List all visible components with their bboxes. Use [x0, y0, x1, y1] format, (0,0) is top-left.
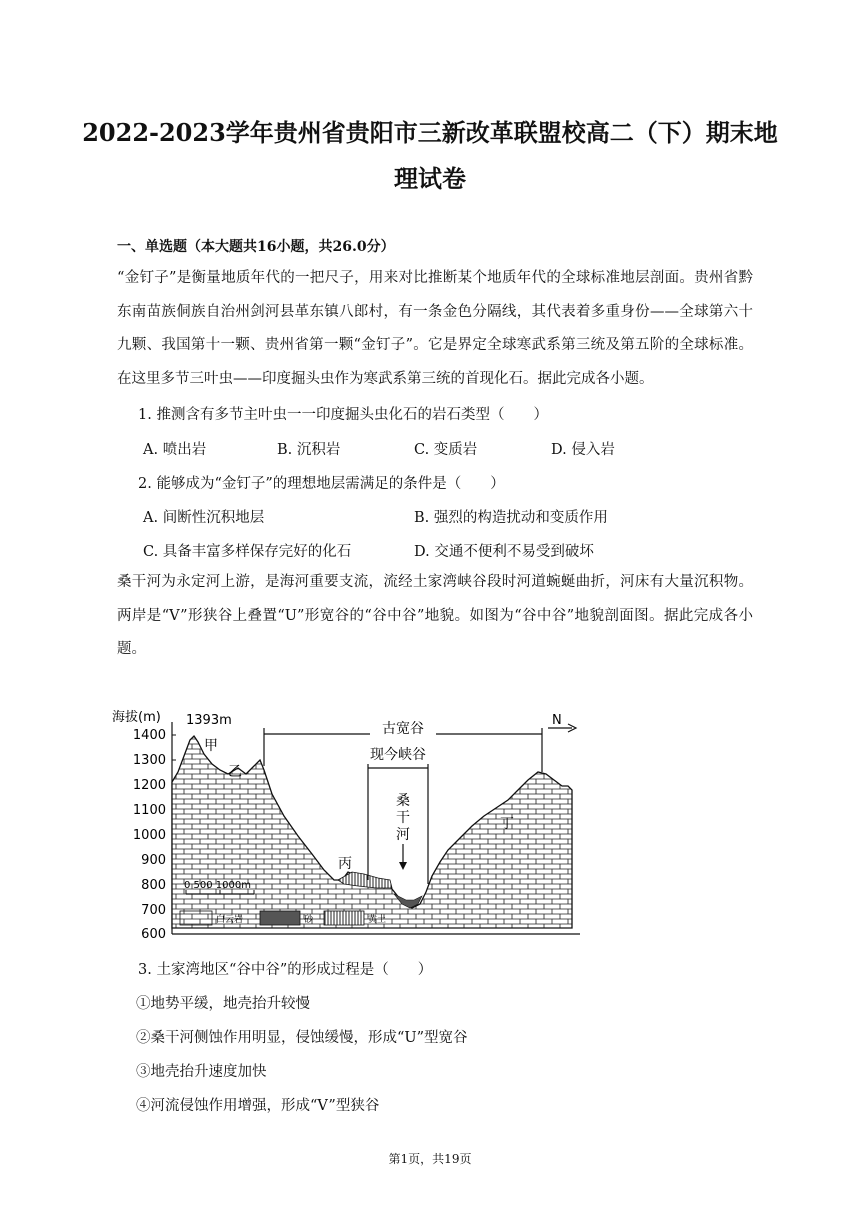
y-tick-900: 900: [141, 853, 166, 868]
q1-option-d: D. 侵入岩: [551, 442, 615, 458]
doc-title-line2: 理试卷: [394, 164, 466, 193]
legend-swatch-loess: [324, 911, 364, 925]
page-footer: 第1页，共19页: [388, 1152, 472, 1166]
y-tick-1100: 1100: [132, 803, 166, 818]
river-label-1: 桑: [396, 793, 410, 809]
doc-title-line1: 2022-2023学年贵州省贵阳市三新改革联盟校高二（下）期末地: [82, 118, 778, 147]
legend-swatch-dolomite: [180, 911, 212, 925]
y-tick-1200: 1200: [132, 778, 166, 793]
north-label: N: [552, 713, 562, 728]
q1-option-b: B. 沉积岩: [277, 442, 341, 458]
question-1-stem: 1. 推测含有多节主叶虫一一印度掘头虫化石的岩石类型（ ）: [138, 407, 548, 423]
q3-item-1: ①地势平缓，地壳抬升较慢: [136, 996, 310, 1012]
y-tick-1300: 1300: [132, 753, 166, 768]
y-tick-1000: 1000: [132, 828, 166, 843]
q3-item-4: ④河流侵蚀作用增强，形成“V”型狭谷: [136, 1098, 380, 1114]
point-bing: 丙: [338, 856, 352, 872]
q2-option-c: C. 具备丰富多样保存完好的化石: [143, 544, 352, 560]
y-tick-700: 700: [141, 903, 166, 918]
y-tick-labels: [133, 728, 166, 942]
q2-option-a: A. 间断性沉积地层: [143, 510, 265, 526]
river-flow-arrow: [399, 862, 407, 870]
y-tick-800: 800: [141, 878, 166, 893]
peak-elevation-label: 1393m: [186, 713, 232, 728]
ancient-valley-label: 古宽谷: [382, 721, 424, 737]
q1-option-a: A. 喷出岩: [143, 442, 207, 458]
scale-label: 0 500 1000m: [184, 880, 251, 891]
passage-sanggan-river: 桑干河为永定河上游，是海河重要支流，流经土家湾峡谷段时河道蜿蜒曲折，河床有大量沉积物。两岸是“V”形狭谷上叠置“U”形宽谷的“谷中谷”地貌。如图为“谷中谷”地貌剖面图。据此完成各小题。: [117, 574, 753, 657]
legend-sand: 砂: [304, 915, 314, 925]
point-ding: 丁: [500, 816, 514, 832]
y-axis-label: 海拔(m): [112, 710, 161, 725]
modern-gorge-label: 现今峡谷: [370, 747, 426, 763]
section-heading: 一、单选题（本大题共16小题，共26.0分）: [117, 239, 395, 255]
river-label-2: 干: [396, 810, 410, 826]
y-tick-1400: 1400: [132, 728, 166, 743]
y-tick-600: 600: [141, 927, 166, 942]
question-3-stem: 3. 土家湾地区“谷中谷”的形成过程是（ ）: [138, 962, 433, 978]
point-yi: 乙: [228, 764, 242, 780]
legend-dolomite: 白云岩: [216, 915, 244, 925]
river-label-3: 河: [396, 827, 410, 843]
legend-swatch-sand: [260, 911, 300, 925]
valley-profile-figure: [108, 704, 586, 944]
q3-item-3: ③地壳抬升速度加快: [136, 1064, 267, 1080]
q1-option-c: C. 变质岩: [414, 442, 478, 458]
q3-item-2: ②桑干河侧蚀作用明显，侵蚀缓慢，形成“U”型宽谷: [136, 1030, 468, 1046]
passage-golden-spike: “金钉子”是衡量地质年代的一把尺子，用来对比推断某个地质年代的全球标准地层剖面。贵州省黔东南苗族侗族自治州剑河县革东镇八郎村，有一条金色分隔线，其代表着多重身份——全球第六十九颗、我国第十一颗、贵州省第一颗“金钉子”。它是界定全球寒武系第三统及第五阶的全球标准。在这里多节三叶虫——印度掘头虫作为寒武系第三统的首现化石。据此完成各小题。: [117, 270, 753, 387]
q2-option-b: B. 强烈的构造扰动和变质作用: [414, 510, 608, 526]
question-2-stem: 2. 能够成为“金钉子”的理想地层需满足的条件是（ ）: [138, 476, 505, 492]
q2-option-d: D. 交通不便利不易受到破坏: [414, 544, 594, 560]
legend-loess: 黄土: [368, 915, 387, 925]
point-jia: 甲: [204, 738, 218, 754]
